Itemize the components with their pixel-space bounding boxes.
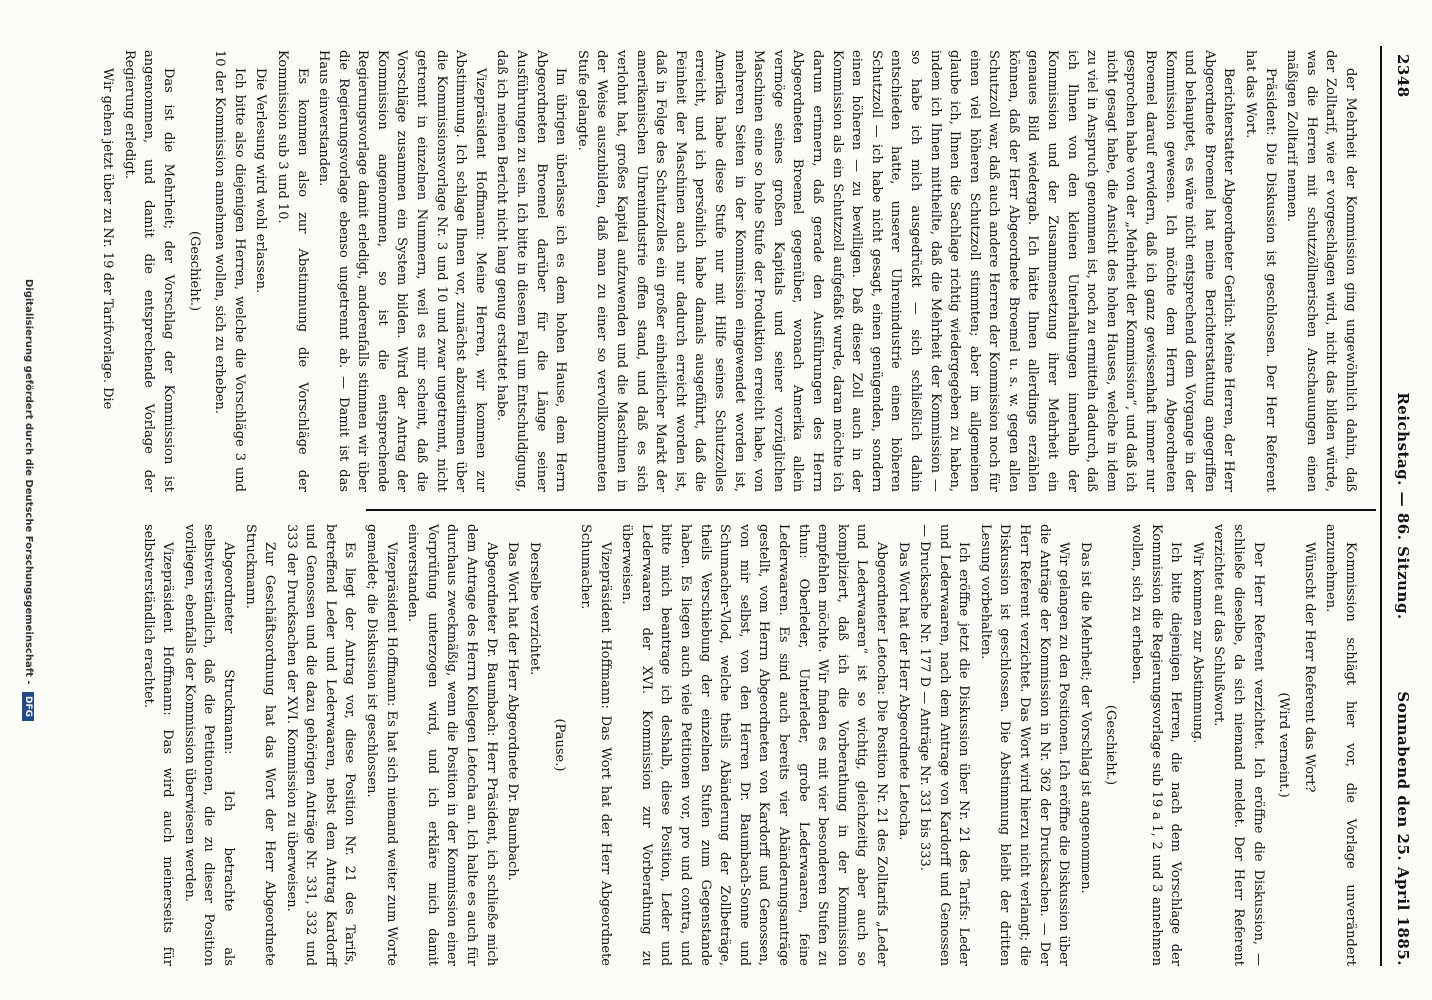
paragraph: Abgeordneter Struckmann: Ich betrachte als selbstverständlich, daß die Petitionen, die zu dieser Position vorliegen, ebenfalls der Kommission überwiesen werden.	[181, 524, 236, 966]
paragraph: Abgeordneter Dr. Baumbach: Herr Präsident, ich schließe mich dem Antrage des Herrn Kollegen Letocha an. Ich halte es auch für durchaus zweckmäßig, wenn die Position in der Kommission einer Vorprüfung unterzogen wird, und ich erkläre mich damit einverstanden.	[405, 524, 499, 966]
paragraph: Ich bitte diejenigen Herren, die nach dem Vorschlage der Kommission die Regierungsvorlage sub 19 a 1, 2 und 3 annehmen wollen, sich zu erheben.	[1129, 524, 1184, 966]
session-title: Reichstag. — 86. Sitzung.	[1394, 392, 1412, 620]
paragraph: Der Herr Referent verzichtet. Ich eröffne die Diskussion, — schließe dieselbe, da sich niemand meldet. Der Herr Referent verzichtet auf das Schlußwort.	[1211, 524, 1266, 966]
paragraph: Wir kommen zur Abstimmung.	[1189, 542, 1205, 744]
paragraph: Die Verlesung wird wohl erlassen.	[253, 68, 269, 294]
paragraph: Wünscht der Herr Referent das Wort?	[1301, 542, 1317, 793]
paragraph: Kommission schlägt hier vor, die Vorlage unverändert anzunehmen.	[1323, 524, 1358, 966]
paragraph: Abgeordneter Letocha: Die Position Nr. 21 des Zolltarifs „Leder und Lederwaaren“ ist so wichtig, gleichzeitig aber auch so kompliziert, daß ich die Vorberathung in der Kommission empfehlen möchte. Wir finden es mit vier besonderen Stufen zu thun: Oberleder, Unterleder, grobe Lederwaaren, feine Lederwaaren. Es sind auch bereits vier Abänderungsanträge gestellt, vom Herrn Abgeordneten von Kardorff und Genossen, von mir selbst, von den Herren Dr. Baumbach-Sonne und Schumacher-Vlod, welche theils Abänderung der Zollbeträge, theils Verschiebung der einzelnen Stufen zum Gegenstande haben. Es liegen auch viele Petitionen vor, pro und contra, und bitte mich beantrage ich deshalb, diese Position, Leder und Lederwaaren der XVI. Kommission zur Vorberathung zu überweisen.	[619, 524, 889, 966]
paragraph: (Pause.)	[552, 718, 568, 772]
paragraph: Das ist die Mehrheit; der Vorschlag ist angenommen.	[1077, 542, 1093, 894]
paragraph: Zur Geschäftsordnung hat das Wort der Herr Abgeordnete Struckmann.	[242, 524, 278, 966]
paragraph: (Geschieht.)	[1103, 704, 1119, 786]
page-header	[1388, 46, 1418, 966]
dfg-logo: DFG	[22, 692, 34, 721]
header-rule	[1380, 46, 1382, 966]
paragraph: Berichterstatter Abgeordneter Gerlich: Meine Herren, der Herr Abgeordnete Broemel hat meine Berichterstattung angegriffen und behauptet, es wäre nicht entsprechend dem Vorgange in der Kommission gewesen. Ich möchte dem Herrn Abgeordneten Broemel darauf erwidern, daß ich ganz gewissenhaft immer nur gesprochen habe von der „Mehrheit der Kommission“, und daß ich nicht gesagt habe, die Ansicht des hohen Hauses, welche in idem zu viel in Anspruch genommen ist, noch zu ermitteln dadurch, daß ich Ihnen von den kleinen Unterhaltungen innerhalb der Kommission und der Zusammensetzung ihrer Mehrheit ein genaues Bild wiedergab. Ich hätte Ihnen allerdings erzählen können, daß der Herr Abgeordnete Broemel u. s. w. gegen allen Schutzzoll war, daß auch andere Herren der Kommission noch für einen viel höheren Schutzzoll stimmten; aber im allgemeinen glaube ich, Ihnen die Sachlage richtig wiedergegeben zu haben, indem ich Ihnen mittheilte, daß die Mehrheit der Kommission — so habe ich mich ausgedrückt — sich schließlich dahin entschieden hatte, unserer Uhrenindustrie einen höheren Schutzzoll — ich habe nicht gesagt, einen genügenden, sondern einen höheren — zu bewilligen. Daß dieser Zoll auch in der Kommission als ein Schutzzoll aufgefaßt wurde, daran möchte ich darum erinnern, daß gerade den Ausführungen des Herrn Abgeordneten Broemel gegenüber, wonach Amerika allein vermöge seines großen Kapitals und seiner vorzüglichen Maschinen eine so hohe Stufe der Produktion erreicht habe, von mehreren Seiten in der Kommission eingewendet worden ist, Amerika habe diese Stufe nur mit Hilfe seines Schutzzolles erreicht, und ich persönlich habe damals ausgeführt, daß die Feinheit der Maschinen auch nur dadurch erreicht worden ist, daß in Folge des Schutzzolles ein großer einheitlicher Markt der amerikanischen Uhrenindustrie offen stand, und daß es sich verlohnt hat, großes Kapital aufzuwenden und die Maschinen in der Weise auszubilden, daß man zu einer so vervollkommneten Stufe gelangte.	[574, 50, 1237, 492]
paragraph: Das Wort hat der Herr Abgeordnete Letocha.	[895, 542, 911, 841]
paragraph: Das ist die Mehrheit; der Vorschlag der Kommission ist angenommen, und damit die entsprechende Vorlage der Regierung erledigt.	[121, 50, 176, 492]
column-divider	[366, 509, 1376, 511]
paragraph: Es kommen also zur Abstimmung die Vorschläge der Kommission sub 3 und 10.	[274, 50, 310, 492]
footer-text: Digitalisierung gefördert durch die Deutsche Forschungsgemeinschaft -	[23, 278, 34, 685]
paragraph: Vizepräsident Hoffmann: Das Wort hat der Herr Abgeordnete Schumacher.	[578, 524, 613, 966]
paragraph: Das Wort hat der Herr Abgeordnete Dr. Baumbach.	[505, 542, 521, 881]
paragraph: Im übrigen überlasse ich es dem hohen Hause, dem Herrn Abgeordneten Broemel darüber für die Länge seiner Ausführungen zu sein. Ich bitte in diesem Fall um Entschuldigung, daß ich meinen Bericht nicht lang genug erstattet habe.	[494, 50, 569, 492]
paragraph: (Geschieht.)	[186, 230, 202, 312]
paragraph: Vizepräsident Hoffmann: Meine Herren, wir kommen zur Abstimmung. Ich schlage Ihnen vor, zunächst abzustimmen über die Kommissionsvorlage Nr. 3 und 10 und zwar ungetrennt, nicht getrennt in einzelnen Nummern, weil es mir scheint, daß die Vorschläge zusammen ein System bilden. Wird der Antrag der Kommission angenommen, so ist die entsprechende Regierungsvorlage damit erledigt, anderenfalls stimmen wir über die Regierungsvorlage ebenso ungetrennt ab. — Damit ist das Haus einverstanden.	[316, 50, 488, 492]
right-column	[136, 524, 1360, 966]
paragraph: Vizepräsident Hoffmann: Das wird auch meinerseits für selbstverständlich erachtet.	[140, 524, 176, 966]
left-column	[96, 50, 1360, 492]
page-number: 2348	[1394, 54, 1412, 98]
paragraph: Vizepräsident Hoffmann: Es hat sich niemand weiter zum Worte gemeldet; die Diskussion ist geschlossen.	[364, 524, 399, 966]
paragraph: Es liegt der Antrag vor, diese Position Nr. 21 des Tarifs, betreffend Leder und Lederwaaren, nebst dem Antrag Kardorff und Genossen und die dazu gehörigen Anträge Nr. 331, 332 und 333 der Drucksachen der XVI. Kommission zu überweisen.	[283, 524, 358, 966]
paragraph: Ich eröffne jetzt die Diskussion über Nr. 21 des Tarifs: Leder und Lederwaaren, nach dem Antrage von Kardorff und Genossen — Drucksache Nr. 177 D — Anträge Nr. 331 bis 333.	[917, 524, 972, 966]
session-date: Sonnabend den 25. April 1885.	[1394, 691, 1412, 966]
paragraph: Wir gelangen zu den Positionen. Ich eröffne die Diskussion über die Anträge der Kommission in Nr. 362 der Drucksachen. — Der Herr Referent verzichtet. Das Wort wird hierzu nicht verlangt; die Diskussion ist geschlossen. Die Abstimmung bleibt der dritten Lesung vorbehalten.	[977, 524, 1072, 966]
paragraph: der Mehrheit der Kommission ging ungewöhnlich dahin, daß der Zolltarif, wie er vorgeschlagen wird, nicht das bilden würde, was die Herren mit schutzzöllnerischen Anschauungen einen mäßigen Zolltarif nennen.	[1284, 50, 1358, 492]
paragraph: Wir gehen jetzt über zu Nr. 19 der Tarifvorlage. Die	[100, 68, 116, 410]
paragraph: Präsident: Die Diskussion ist geschlossen. Der Herr Referent hat das Wort.	[1243, 50, 1278, 492]
paragraph: Derselbe verzichtet.	[526, 542, 542, 676]
paragraph: (Wird verneint.)	[1276, 692, 1292, 798]
dfg-footer	[22, 0, 34, 1000]
paragraph: Ich bitte also diejenigen Herren, welche die Vorschläge 3 und 10 der Kommission annehmen wollen, sich zu erheben.	[212, 50, 247, 492]
